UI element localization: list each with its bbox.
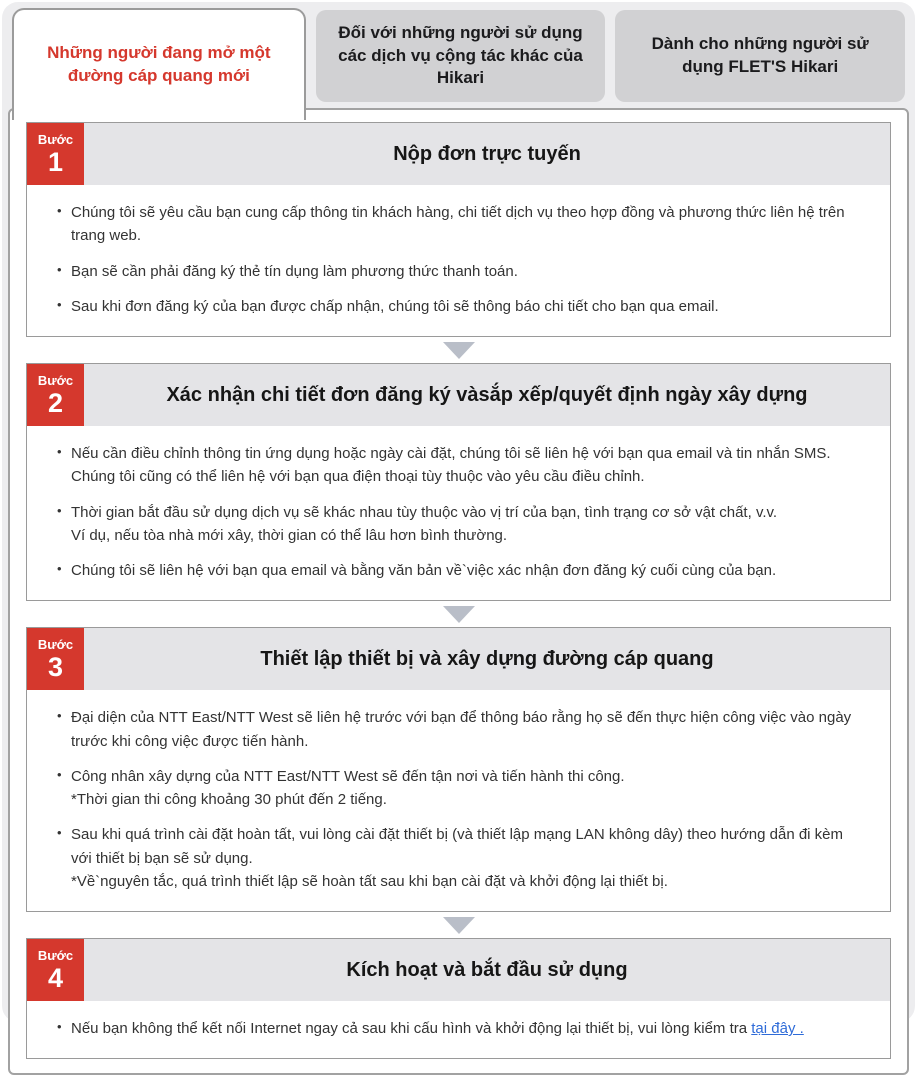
step-4-bullets bbox=[27, 1001, 890, 1058]
step-badge-label: Bước bbox=[37, 372, 74, 388]
down-arrow-icon bbox=[443, 917, 475, 934]
step-1-bullets bbox=[27, 185, 890, 336]
step-badge-number: 3 bbox=[47, 651, 64, 682]
step-2-bullets bbox=[27, 426, 890, 600]
tab-label: Dành cho những người sử dụng FLET'S Hikari bbox=[651, 34, 869, 76]
step-3-header bbox=[27, 628, 890, 690]
tab-label: Đối với những người sử dụng các dịch vụ cộng tác khác của Hikari bbox=[338, 22, 583, 88]
step-3-bullets bbox=[27, 690, 890, 911]
step-2-badge bbox=[27, 364, 84, 426]
bullet-item: • Chúng tôi sẽ liên hệ với bạn qua email và bằng văn bản về`việc xác nhận đơn đăng ký cuối cùng của bạn. bbox=[55, 559, 864, 582]
tab-label: Những người đang mở một đường cáp quang mới bbox=[47, 43, 271, 85]
tai-day-link[interactable]: tại đây . bbox=[751, 1020, 804, 1037]
step-4 bbox=[26, 938, 891, 1059]
step-badge-number: 2 bbox=[47, 387, 64, 418]
bullet-item: • Nếu bạn không thể kết nối Internet ngay cả sau khi cấu hình và khởi động lại thiết bị, vui lòng kiểm tra tại đây . bbox=[55, 1017, 864, 1040]
step-3-badge bbox=[27, 628, 84, 690]
bullet-item: • Sau khi đơn đăng ký của bạn được chấp nhận, chúng tôi sẽ thông báo chi tiết cho bạn qua email. bbox=[55, 295, 864, 318]
step-badge-label: Bước bbox=[37, 131, 74, 147]
tab-new-fiber-line[interactable] bbox=[12, 8, 306, 120]
bullet-item: • Đại diện của NTT East/NTT West sẽ liên hệ trước với bạn để thông báo rằng họ sẽ đến thực hiện công việc vào ngày trước khi công việc được tiến hành. bbox=[55, 706, 864, 753]
step-4-badge bbox=[27, 939, 84, 1001]
bullet-item: • Chúng tôi sẽ yêu cầu bạn cung cấp thông tin khách hàng, chi tiết dịch vụ theo hợp đồng và phương thức liên hệ trên trang web. bbox=[55, 201, 864, 248]
down-arrow-icon bbox=[443, 606, 475, 623]
step-badge-label: Bước bbox=[37, 947, 74, 963]
tab-bar bbox=[0, 0, 917, 112]
bullet-item: • Công nhân xây dựng của NTT East/NTT West sẽ đến tận nơi và tiến hành thi công. *Thời gian thi công khoảng 30 phút đến 2 tiếng. bbox=[55, 765, 864, 812]
step-badge-label: Bước bbox=[37, 636, 74, 652]
step-1-header bbox=[27, 123, 890, 185]
step-badge-number: 1 bbox=[47, 146, 64, 177]
bullet-item: • Sau khi quá trình cài đặt hoàn tất, vui lòng cài đặt thiết bị (và thiết lập mạng LAN không dây) theo hướng dẫn đi kèm với thiết bị bạn sẽ sử dụng. *Về`nguyên tắc, quá trình thiết lập sẽ hoàn tất sau khi bạn cài đặt và khởi động lại thiết bị. bbox=[55, 823, 864, 893]
step-1 bbox=[26, 122, 891, 337]
step-badge-number: 4 bbox=[47, 962, 64, 993]
step-3 bbox=[26, 627, 891, 912]
step-separator bbox=[10, 601, 907, 627]
step-4-header bbox=[27, 939, 890, 1001]
tab-flets-hikari-users[interactable] bbox=[615, 10, 905, 102]
step-2-header bbox=[27, 364, 890, 426]
step-separator bbox=[10, 337, 907, 363]
bullet-item: • Nếu cần điều chỉnh thông tin ứng dụng hoặc ngày cài đặt, chúng tôi sẽ liên hệ với bạn qua email và tin nhắn SMS. Chúng tôi cũng có thể liên hệ với bạn qua điện thoại tùy thuộc vào yêu cầu điều chỉnh. bbox=[55, 442, 864, 489]
tab-hikari-collab-users[interactable] bbox=[316, 10, 606, 102]
step-1-badge bbox=[27, 123, 84, 185]
step-2-title: Xác nhận chi tiết đơn đăng ký vàsắp xếp/quyết định ngày xây dựng bbox=[84, 364, 890, 426]
bullet-item: • Bạn sẽ cần phải đăng ký thẻ tín dụng làm phương thức thanh toán. bbox=[55, 260, 864, 283]
down-arrow-icon bbox=[443, 342, 475, 359]
step-4-title: Kích hoạt và bắt đầu sử dụng bbox=[84, 939, 890, 1001]
steps-panel bbox=[8, 108, 909, 1075]
step-2 bbox=[26, 363, 891, 601]
bullet-item: • Thời gian bắt đầu sử dụng dịch vụ sẽ khác nhau tùy thuộc vào vị trí của bạn, tình trạng cơ sở vật chất, v.v. Ví dụ, nếu tòa nhà mới xây, thời gian có thể lâu hơn bình thường. bbox=[55, 501, 864, 548]
step-1-title: Nộp đơn trực tuyến bbox=[84, 123, 890, 185]
step-3-title: Thiết lập thiết bị và xây dựng đường cáp quang bbox=[84, 628, 890, 690]
step-separator bbox=[10, 912, 907, 938]
